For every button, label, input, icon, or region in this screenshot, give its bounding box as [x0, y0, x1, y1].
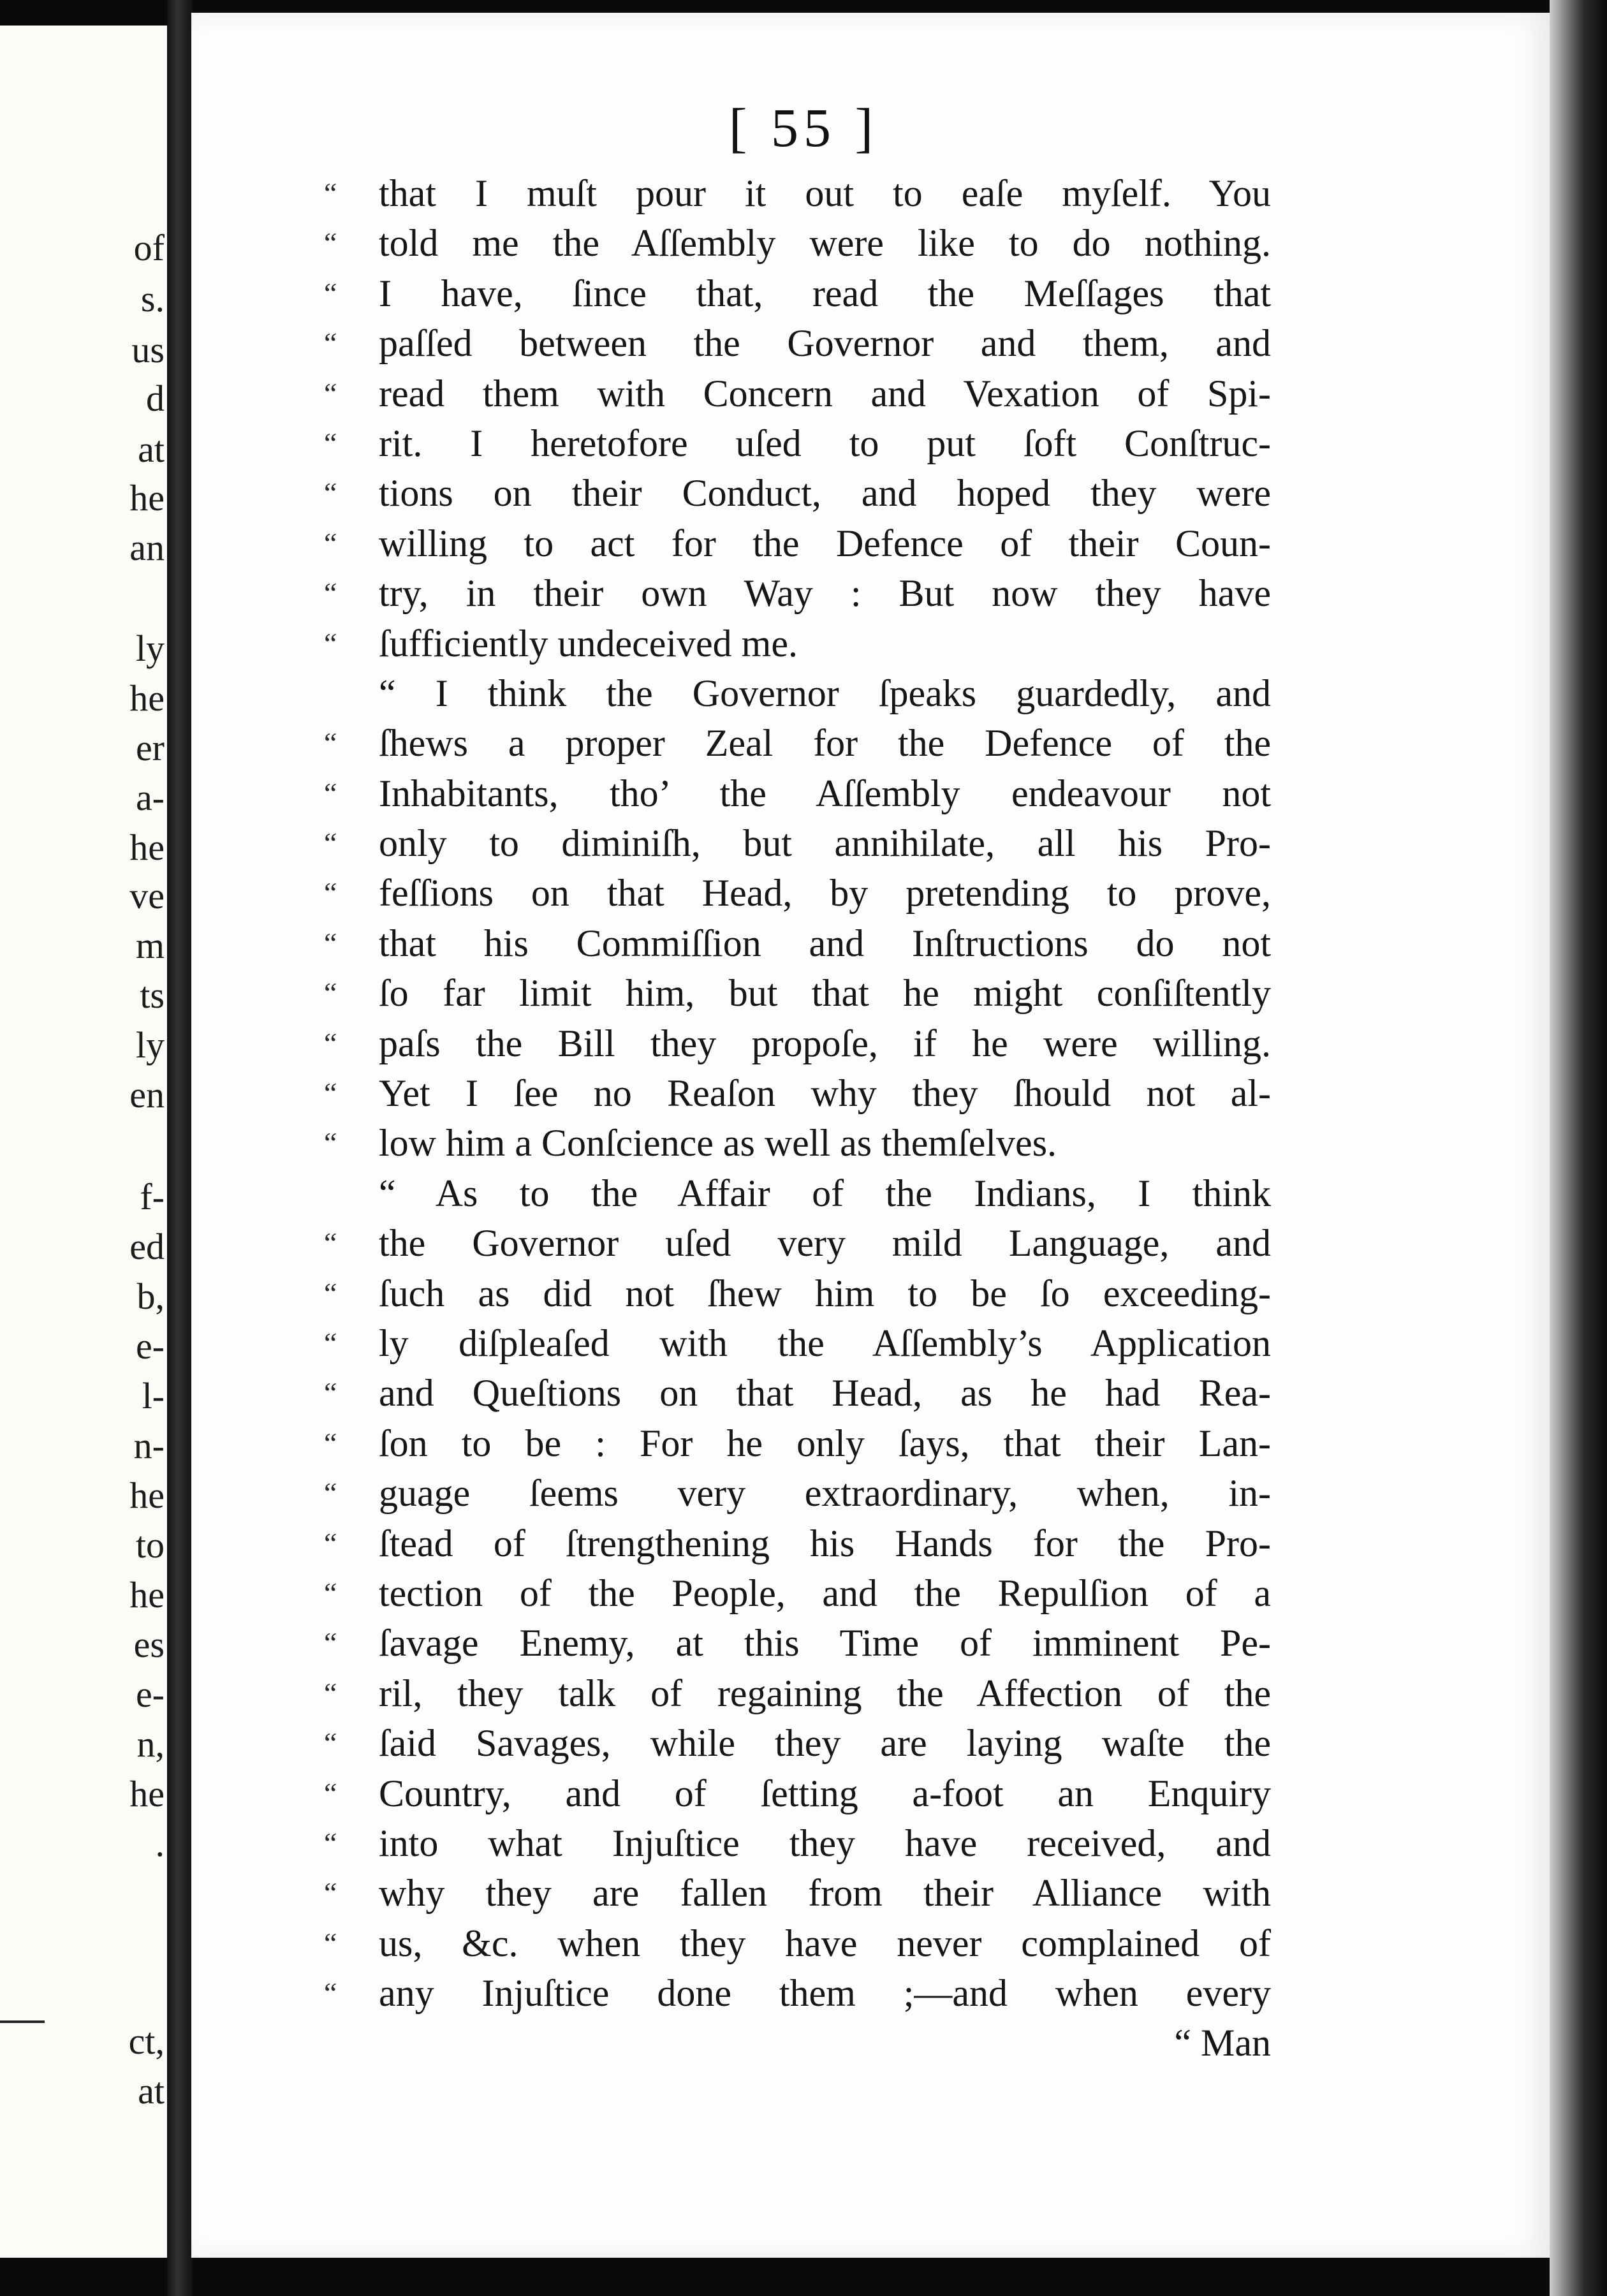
- left-margin-fragment: he: [129, 1574, 165, 1615]
- text-line: [324, 418, 1271, 468]
- left-margin-fragment: he: [129, 1475, 165, 1516]
- marginal-quote-mark: “: [324, 776, 337, 809]
- marginal-quote-mark: “: [324, 876, 337, 909]
- left-margin-fragment: er: [135, 727, 165, 769]
- line-text: “ As to the Affair of the Indians, I think: [379, 1172, 1271, 1214]
- text-line: [324, 1668, 1271, 1718]
- line-text: Inhabitants, tho’ the Aſſembly endeavour not: [379, 772, 1271, 814]
- text-line: [324, 769, 1271, 818]
- line-text: tions on their Conduct, and hoped they were: [379, 472, 1271, 515]
- left-margin-fragment: d: [146, 378, 165, 419]
- marginal-quote-mark: “: [324, 726, 337, 760]
- marginal-quote-mark: “: [324, 1926, 337, 1959]
- line-text: low him a Conſcience as well as themſelves.: [379, 1122, 1057, 1165]
- line-text: ſo far limit him, but that he might conſiſtently: [379, 972, 1271, 1015]
- line-text: guage ſeems very extraordinary, when, in-: [379, 1472, 1271, 1515]
- left-margin-fragment: ct,: [128, 2020, 165, 2062]
- line-text: try, in their own Way : But now they have: [379, 572, 1271, 615]
- marginal-quote-mark: “: [324, 1077, 337, 1110]
- left-page-rule: [0, 2020, 45, 2023]
- left-margin-fragment: s.: [140, 278, 165, 320]
- text-line: [324, 1769, 1271, 1818]
- marginal-quote-mark: “: [324, 276, 337, 309]
- left-margin-fragment: a-: [135, 777, 165, 818]
- facing-page-left: [0, 26, 171, 2258]
- marginal-quote-mark: “: [324, 1676, 337, 1709]
- line-text: the Governor uſed very mild Language, and: [379, 1222, 1271, 1265]
- text-line: [324, 568, 1271, 618]
- text-line: [324, 1218, 1271, 1268]
- line-text: ſaid Savages, while they are laying waſte the: [379, 1722, 1271, 1765]
- left-margin-fragment: ly: [135, 1024, 165, 1066]
- line-text: ſon to be : For he only ſays, that their Lan-: [379, 1422, 1271, 1464]
- left-margin-fragment: an: [129, 527, 165, 568]
- left-margin-fragment: ts: [140, 975, 165, 1016]
- line-text: willing to act for the Defence of their Coun-: [379, 522, 1271, 564]
- line-text: that I muſt pour it out to eaſe myſelf. You: [379, 172, 1271, 214]
- left-margin-fragment: he: [129, 477, 165, 519]
- marginal-quote-mark: “: [324, 1776, 337, 1809]
- left-margin-fragment: of: [133, 227, 165, 269]
- left-margin-fragment: ed: [129, 1226, 165, 1267]
- text-line: [324, 1019, 1271, 1068]
- line-text: feſſions on that Head, by pretending to prove,: [379, 872, 1271, 915]
- left-margin-fragment: m: [135, 925, 165, 966]
- line-text: I have, ſince that, read the Meſſages that: [379, 272, 1271, 314]
- text-line: [324, 369, 1271, 418]
- marginal-quote-mark: “: [324, 1876, 337, 1910]
- line-text: ril, they talk of regaining the Affection of the: [379, 1672, 1271, 1714]
- text-line: [324, 1918, 1271, 1968]
- left-margin-fragment: at: [138, 429, 165, 470]
- line-text: ly diſpleaſed with the Aſſembly’s Application: [379, 1321, 1271, 1364]
- line-text: Country, and of ſetting a-foot an Enquiry: [379, 1772, 1271, 1814]
- text-line: [324, 218, 1271, 268]
- line-text: that his Commiſſion and Inſtructions do not: [379, 922, 1271, 964]
- text-line: [324, 1868, 1271, 1918]
- line-text: any Injuſtice done them ;—and when every: [379, 1972, 1271, 2015]
- text-line: [324, 468, 1271, 518]
- marginal-quote-mark: “: [324, 1826, 337, 1859]
- left-margin-fragment: us: [131, 329, 165, 371]
- left-margin-fragment: e-: [135, 1674, 165, 1715]
- marginal-quote-mark: “: [324, 1376, 337, 1409]
- marginal-quote-mark: “: [324, 1226, 337, 1260]
- line-text: only to diminiſh, but annihilate, all his Pro-: [379, 822, 1271, 865]
- text-line: [324, 318, 1271, 368]
- line-text: Yet I ſee no Reaſon why they ſhould not al-: [379, 1072, 1271, 1115]
- line-text: why they are fallen from their Alliance with: [379, 1872, 1271, 1915]
- text-line: [324, 918, 1271, 968]
- text-line: [324, 1418, 1271, 1468]
- marginal-quote-mark: “: [324, 827, 337, 860]
- left-margin-fragment: en: [129, 1074, 165, 1115]
- line-text: tection of the People, and the Repulſion of a: [379, 1571, 1271, 1614]
- left-margin-fragment: to: [135, 1524, 165, 1566]
- left-margin-fragment: l-: [142, 1375, 165, 1417]
- marginal-quote-mark: “: [324, 526, 337, 559]
- marginal-quote-mark: “: [324, 926, 337, 959]
- line-text: ſavage Enemy, at this Time of imminent Pe-: [379, 1622, 1271, 1665]
- marginal-quote-mark: “: [324, 577, 337, 610]
- marginal-quote-mark: “: [324, 976, 337, 1010]
- line-text: “ Man: [1174, 2022, 1271, 2064]
- text-line: [324, 1118, 1271, 1168]
- text-line: [324, 1318, 1271, 1368]
- marginal-quote-mark: “: [324, 1026, 337, 1059]
- marginal-quote-mark: “: [324, 1726, 337, 1760]
- line-text: paſſed between the Governor and them, and: [379, 322, 1271, 365]
- text-line: [324, 168, 1271, 218]
- text-line: [324, 1718, 1271, 1768]
- text-line: [324, 1269, 1271, 1318]
- left-margin-fragment: at: [138, 2070, 165, 2112]
- text-line: [324, 1818, 1271, 1868]
- text-line: [324, 668, 1271, 718]
- line-text: ſhews a proper Zeal for the Defence of the: [379, 722, 1271, 765]
- text-line: [324, 868, 1271, 918]
- page-edge: [1550, 0, 1607, 2296]
- text-line: [324, 1519, 1271, 1568]
- marginal-quote-mark: “: [324, 1626, 337, 1659]
- text-line: [324, 1068, 1271, 1118]
- text-line: [324, 1468, 1271, 1518]
- text-line: [324, 968, 1271, 1018]
- left-margin-fragment: he: [129, 677, 165, 719]
- left-margin-fragment: n-: [133, 1425, 165, 1466]
- marginal-quote-mark: “: [324, 476, 337, 510]
- text-line: [324, 718, 1271, 768]
- line-text: us, &c. when they have never complained of: [379, 1922, 1271, 1964]
- left-margin-fragment: e-: [135, 1325, 165, 1367]
- marginal-quote-mark: “: [324, 226, 337, 260]
- left-margin-fragment: .: [155, 1823, 165, 1864]
- line-text: and Queſtions on that Head, as he had Rea-: [379, 1372, 1271, 1415]
- body-text: [324, 168, 1271, 2068]
- line-text: told me the Aſſembly were like to do nothing.: [379, 222, 1271, 265]
- page-number: [ 55 ]: [728, 97, 879, 158]
- book-gutter: [167, 0, 193, 2296]
- text-line: [324, 269, 1271, 318]
- text-line: [324, 1368, 1271, 1418]
- marginal-quote-mark: “: [324, 626, 337, 659]
- line-text: paſs the Bill they propoſe, if he were willing.: [379, 1022, 1271, 1064]
- marginal-quote-mark: “: [324, 1976, 337, 2010]
- text-line: [324, 818, 1271, 868]
- marginal-quote-mark: “: [324, 1326, 337, 1359]
- line-text: ſuch as did not ſhew him to be ſo exceeding-: [379, 1272, 1271, 1314]
- line-text: read them with Concern and Vexation of Spi-: [379, 372, 1271, 415]
- text-line: [324, 1568, 1271, 1618]
- left-margin-fragment: ly: [135, 628, 165, 669]
- left-margin-fragment: f-: [140, 1176, 165, 1218]
- marginal-quote-mark: “: [324, 327, 337, 360]
- text-line: [324, 1168, 1271, 1218]
- line-text: rit. I heretofore uſed to put ſoft Conſtruc-: [379, 422, 1271, 464]
- line-text: into what Injuſtice they have received, and: [379, 1821, 1271, 1864]
- left-margin-fragment: n,: [136, 1723, 165, 1765]
- left-margin-fragment: he: [129, 1773, 165, 1814]
- left-margin-fragment: ve: [129, 875, 165, 916]
- text-line: [324, 519, 1271, 568]
- marginal-quote-mark: “: [324, 1426, 337, 1459]
- line-text: ſufficiently undeceived me.: [379, 622, 798, 665]
- marginal-quote-mark: “: [324, 1276, 337, 1309]
- left-margin-fragment: he: [129, 827, 165, 868]
- left-margin-fragment: es: [133, 1624, 165, 1665]
- marginal-quote-mark: “: [324, 177, 337, 209]
- marginal-quote-mark: “: [324, 426, 337, 459]
- catchword-line: [324, 2018, 1271, 2068]
- line-text: “ I think the Governor ſpeaks guardedly, and: [379, 672, 1271, 714]
- line-text: ſtead of ſtrengthening his Hands for the Pro-: [379, 1522, 1271, 1564]
- text-line: [324, 619, 1271, 668]
- left-margin-fragment: b,: [136, 1276, 165, 1317]
- marginal-quote-mark: “: [324, 376, 337, 409]
- marginal-quote-mark: “: [324, 1126, 337, 1159]
- text-line: [324, 1968, 1271, 2018]
- marginal-quote-mark: “: [324, 1476, 337, 1510]
- marginal-quote-mark: “: [324, 1576, 337, 1609]
- text-line: [324, 1618, 1271, 1668]
- marginal-quote-mark: “: [324, 1526, 337, 1559]
